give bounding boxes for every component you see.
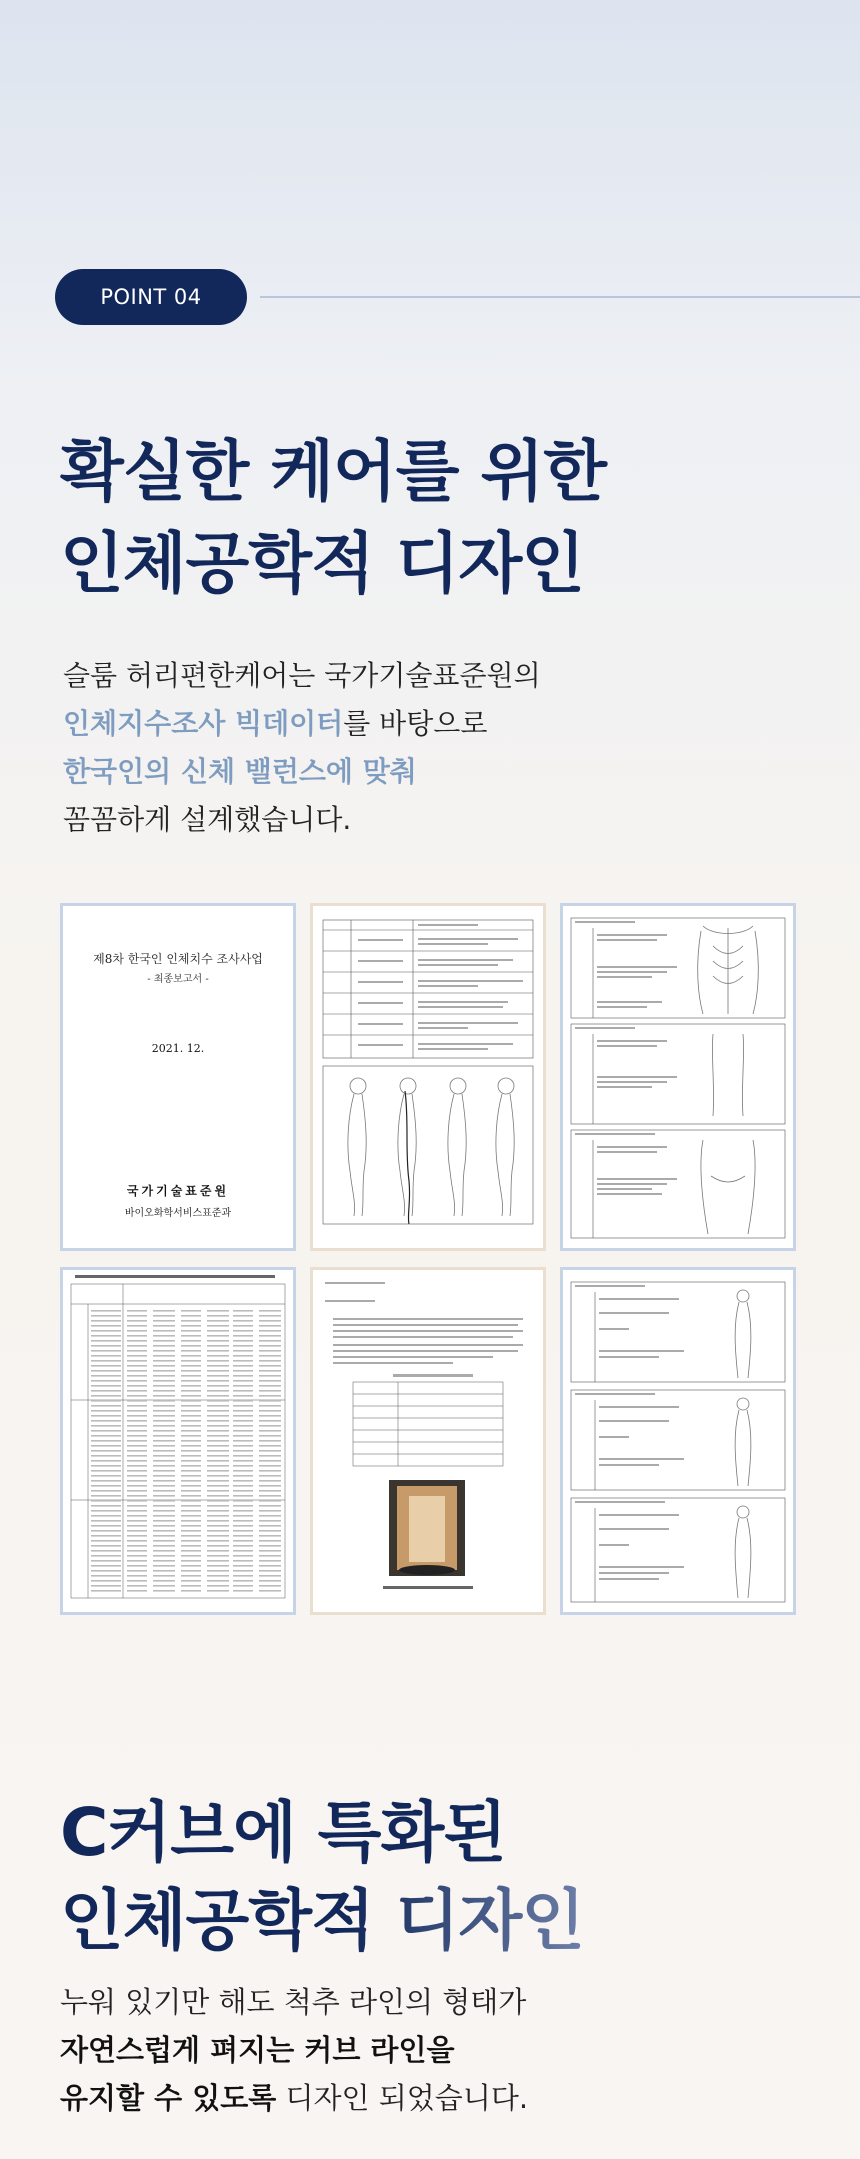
body-line4: 꼼꼼하게 설계했습니다. — [63, 803, 352, 836]
body-line2 — [63, 700, 541, 748]
report-subtitle: - 최종보고서 - — [147, 974, 209, 985]
body2-line3-bold: 유지할 수 있도록 — [60, 2081, 277, 2115]
body-line2-rest: 를 바탕으로 — [343, 707, 488, 740]
point-badge: POINT 04 — [55, 269, 247, 325]
headline-line2: 인체공학적 디자인 — [60, 525, 585, 602]
report-dept: 바이오화학서비스표준과 — [124, 1208, 232, 1219]
waist-page-illustration — [563, 906, 793, 1248]
section1-headline — [60, 426, 606, 610]
body2-line1: 누워 있기만 해도 척추 라인의 형태가 — [60, 1985, 527, 2019]
body2-line2: 자연스럽게 펴지는 커브 라인을 — [60, 2033, 455, 2067]
report-page-scanner — [310, 1267, 546, 1615]
lengths-page-illustration — [563, 1270, 793, 1612]
section2-body — [60, 1978, 528, 2122]
report-page-waist — [560, 903, 796, 1251]
report-page-posture — [310, 903, 546, 1251]
stats-table-illustration — [63, 1270, 293, 1612]
body-line1: 슬룸 허리편한케어는 국가기술표준원의 — [63, 659, 541, 692]
point-row — [55, 269, 860, 325]
section1-body — [63, 652, 541, 844]
report-title: 제8차 한국인 인체치수 조사사업 — [93, 952, 263, 966]
scanner-page-illustration — [313, 1270, 543, 1612]
body2-line3 — [60, 2074, 528, 2122]
report-date: 2021. 12. — [151, 1042, 205, 1055]
section2-headline-line1: C커브에 특화된 — [60, 1794, 506, 1871]
body2-line3-rest: 디자인 되었습니다. — [276, 2081, 529, 2115]
section2-headline-line2: 인체공학적 디자인 — [60, 1875, 584, 1967]
headline-line1: 확실한 케어를 위한 — [60, 433, 607, 510]
highlight-bigdata: 인체지수조사 빅데이터 — [63, 707, 344, 740]
report-pages-grid — [60, 903, 796, 1615]
report-page-stats-table — [60, 1267, 296, 1615]
highlight-balance: 한국인의 신체 밸런스에 맞춰 — [63, 755, 417, 788]
report-org: 국가기술표준원 — [126, 1184, 230, 1198]
posture-page-illustration — [313, 906, 543, 1248]
report-page-lengths — [560, 1267, 796, 1615]
report-cover-page — [60, 903, 296, 1251]
body-line3 — [63, 748, 541, 796]
divider-line — [260, 296, 860, 298]
